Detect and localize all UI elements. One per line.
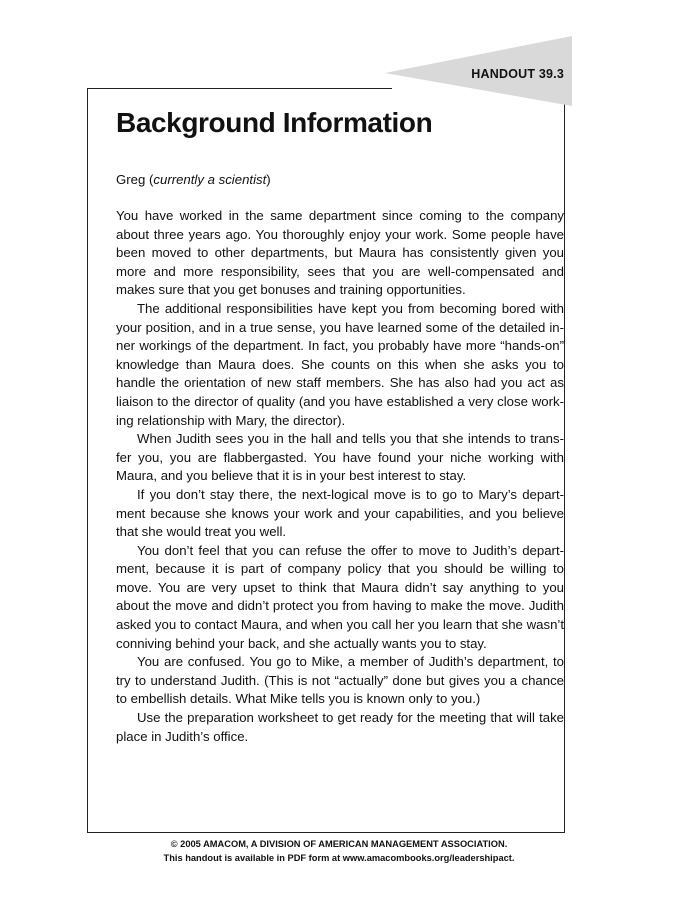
handout-number: HANDOUT 39.3 — [471, 67, 564, 81]
body-text — [116, 207, 564, 746]
role-line — [116, 172, 271, 187]
paragraph: Use the preparation worksheet to get ready for the meeting that will take place in Judith’s office. — [116, 710, 564, 744]
paragraph: If you don’t stay there, the next-logical move is to go to Mary’s depart-ment because she knows your work and your capabilities, and you believe that she would treat you well. — [116, 486, 564, 540]
role-close-paren: ) — [266, 172, 271, 187]
copyright-notice: © 2005 AMACOM, A DIVISION OF AMERICAN MANAGEMENT ASSOCIATION. — [170, 839, 508, 849]
frame-top-border-left — [87, 88, 392, 89]
paragraph: The additional responsibilities have kept you from becoming bored with your position, and in a true sense, you have learned some of the detailed in-ner workings of the department. In fact, you probably have more “hands-on” knowledge than Maura does. She counts on this when she asks you to handle the orientation of new staff members. She has also had you act as liaison to the director of quality (and you have established a very close work-ing relationship with Mary, the director). — [116, 300, 564, 428]
paragraph: You don’t feel that you can refuse the offer to move to Judith’s depart-ment, because it is part of company policy that you should be willing to move. You are very upset to think that Maura didn’t say anything to you about the move and didn’t protect you from having to make the move. Judith asked you to contact Maura, and when you call her you learn that she wasn’t conniving behind your back, and she actually wants you to stay. — [116, 542, 564, 651]
role-name: Greg — [116, 172, 146, 187]
paragraph: When Judith sees you in the hall and tells you that she intends to trans-fer you, you are flabbergasted. You have found your niche working with Maura, and you believe that it is in your best interest to stay. — [116, 431, 564, 484]
role-open-paren: ( — [145, 172, 154, 187]
paragraph: You are confused. You go to Mike, a member of Judith’s department, to try to understand Judith. (This is not “actually” done but gives you a chance to embellish details. What Mike tells you is known only to you.) — [116, 654, 564, 707]
paragraph: You have worked in the same department since coming to the company about three years ago. You thoroughly enjoy your work. Some people have been moved to other departments, but Maura has consistently given you more and more responsibility, sees that you are well-compensated and makes sure that you get bonuses and training opportunities. — [116, 208, 564, 298]
handout-tab — [385, 36, 572, 106]
role-description: currently a scientist — [153, 172, 267, 187]
footer — [0, 838, 678, 865]
page-title: Background Information — [116, 107, 433, 138]
pdf-availability-note: This handout is available in PDF form at www.amacombooks.org/leadershipact. — [163, 852, 515, 863]
